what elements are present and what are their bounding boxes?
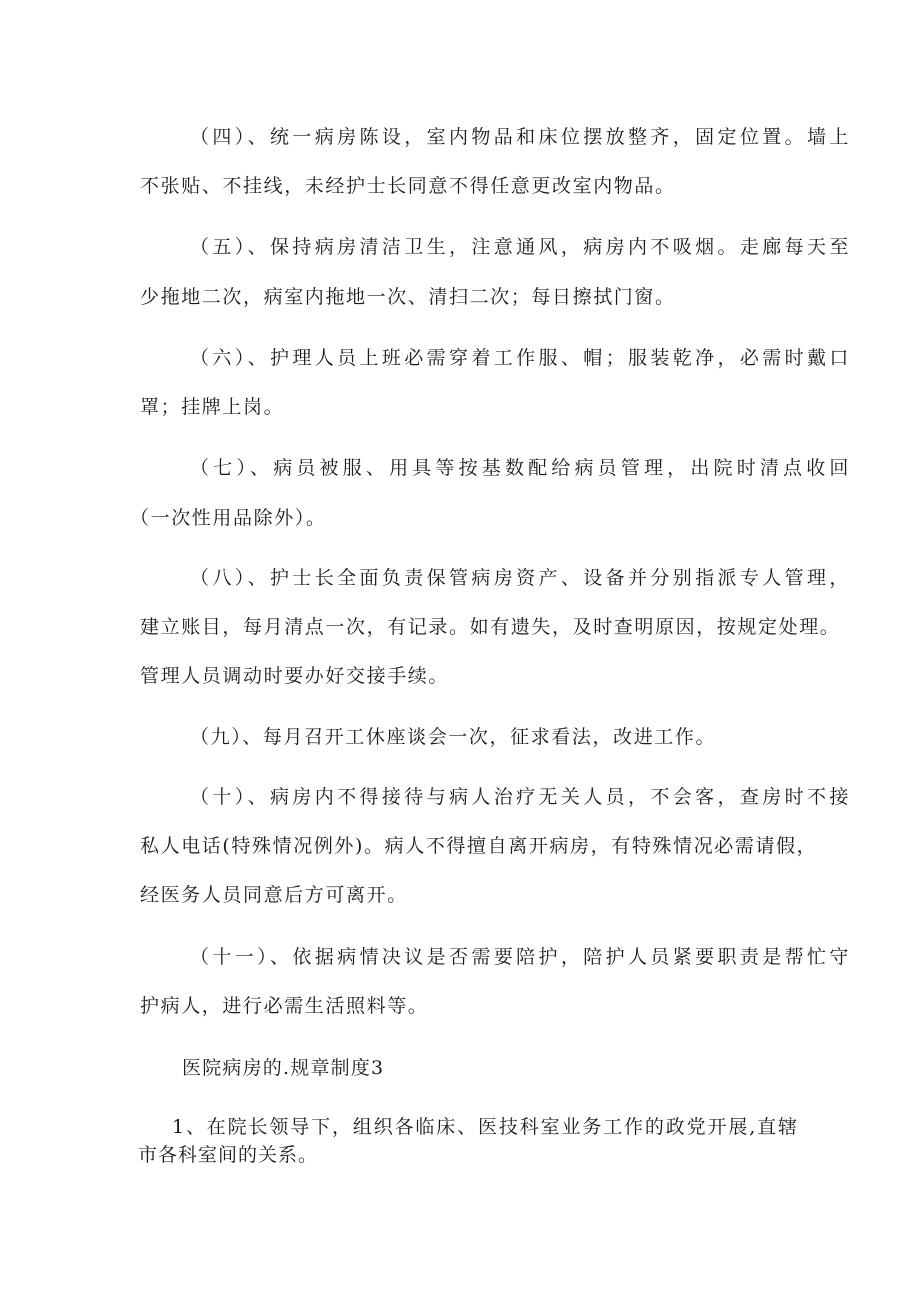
paragraph-11-line-2: 护病人，进行必需生活照料等。 bbox=[140, 995, 429, 1017]
paragraph-10-line-3: 经医务人员同意后方可离开。 bbox=[140, 884, 408, 906]
paragraph-7-line-2: （一次性用品除外）。 bbox=[130, 507, 327, 529]
paragraph-7-line-1: （七）、病员被服、用具等按基数配给病员管理，出院时清点收回 bbox=[190, 457, 850, 479]
paragraph-6-line-1: （六）、护理人员上班必需穿着工作服、帽；服装乾净，必需时戴口 bbox=[190, 347, 850, 369]
item-1-line-1: 1、在院长领导下，组织各临床、医技科室业务工作的政党开展,直辖 bbox=[172, 1116, 798, 1138]
paragraph-9-line-1: （九）、每月召开工休座谈会一次，征求看法，改进工作。 bbox=[190, 726, 717, 748]
item-1-line-2: 市各科室间的关系。 bbox=[138, 1144, 319, 1166]
paragraph-8-line-2: 建立账目，每月清点一次，有记录。如有遗失，及时查明原因，按规定处理。 bbox=[140, 616, 841, 638]
paragraph-6-line-2: 罩；挂牌上岗。 bbox=[140, 396, 285, 418]
paragraph-8-line-1: （八）、护士长全面负责保管病房资产、设备并分别指派专人管理， bbox=[190, 567, 850, 589]
paragraph-4-line-2: 不张贴、不挂线，未经护士长同意不得任意更改室内物品。 bbox=[140, 175, 676, 197]
paragraph-5-line-1: （五）、保持病房清洁卫生，注意通风，病房内不吸烟。走廊每天至 bbox=[190, 236, 850, 258]
paragraph-8-line-3: 管理人员调动时要办好交接手续。 bbox=[140, 665, 450, 687]
paragraph-5-line-2: 少拖地二次，病室内拖地一次、清扫二次；每日擦拭门窗。 bbox=[140, 286, 676, 308]
paragraph-10-line-2: 私人电话(特殊情况例外)。病人不得擅自离开病房，有特殊情况必需请假， bbox=[140, 835, 818, 857]
section-heading: 医院病房的.规章制度3 bbox=[182, 1057, 385, 1079]
paragraph-10-line-1: （十）、病房内不得接待与病人治疗无关人员，不会客，查房时不接 bbox=[190, 786, 850, 808]
paragraph-4-line-1: （四）、统一病房陈设，室内物品和床位摆放整齐，固定位置。墙上 bbox=[190, 126, 850, 148]
paragraph-11-line-1: （十一）、依据病情决议是否需要陪护，陪护人员紧要职责是帮忙守 bbox=[190, 946, 850, 968]
